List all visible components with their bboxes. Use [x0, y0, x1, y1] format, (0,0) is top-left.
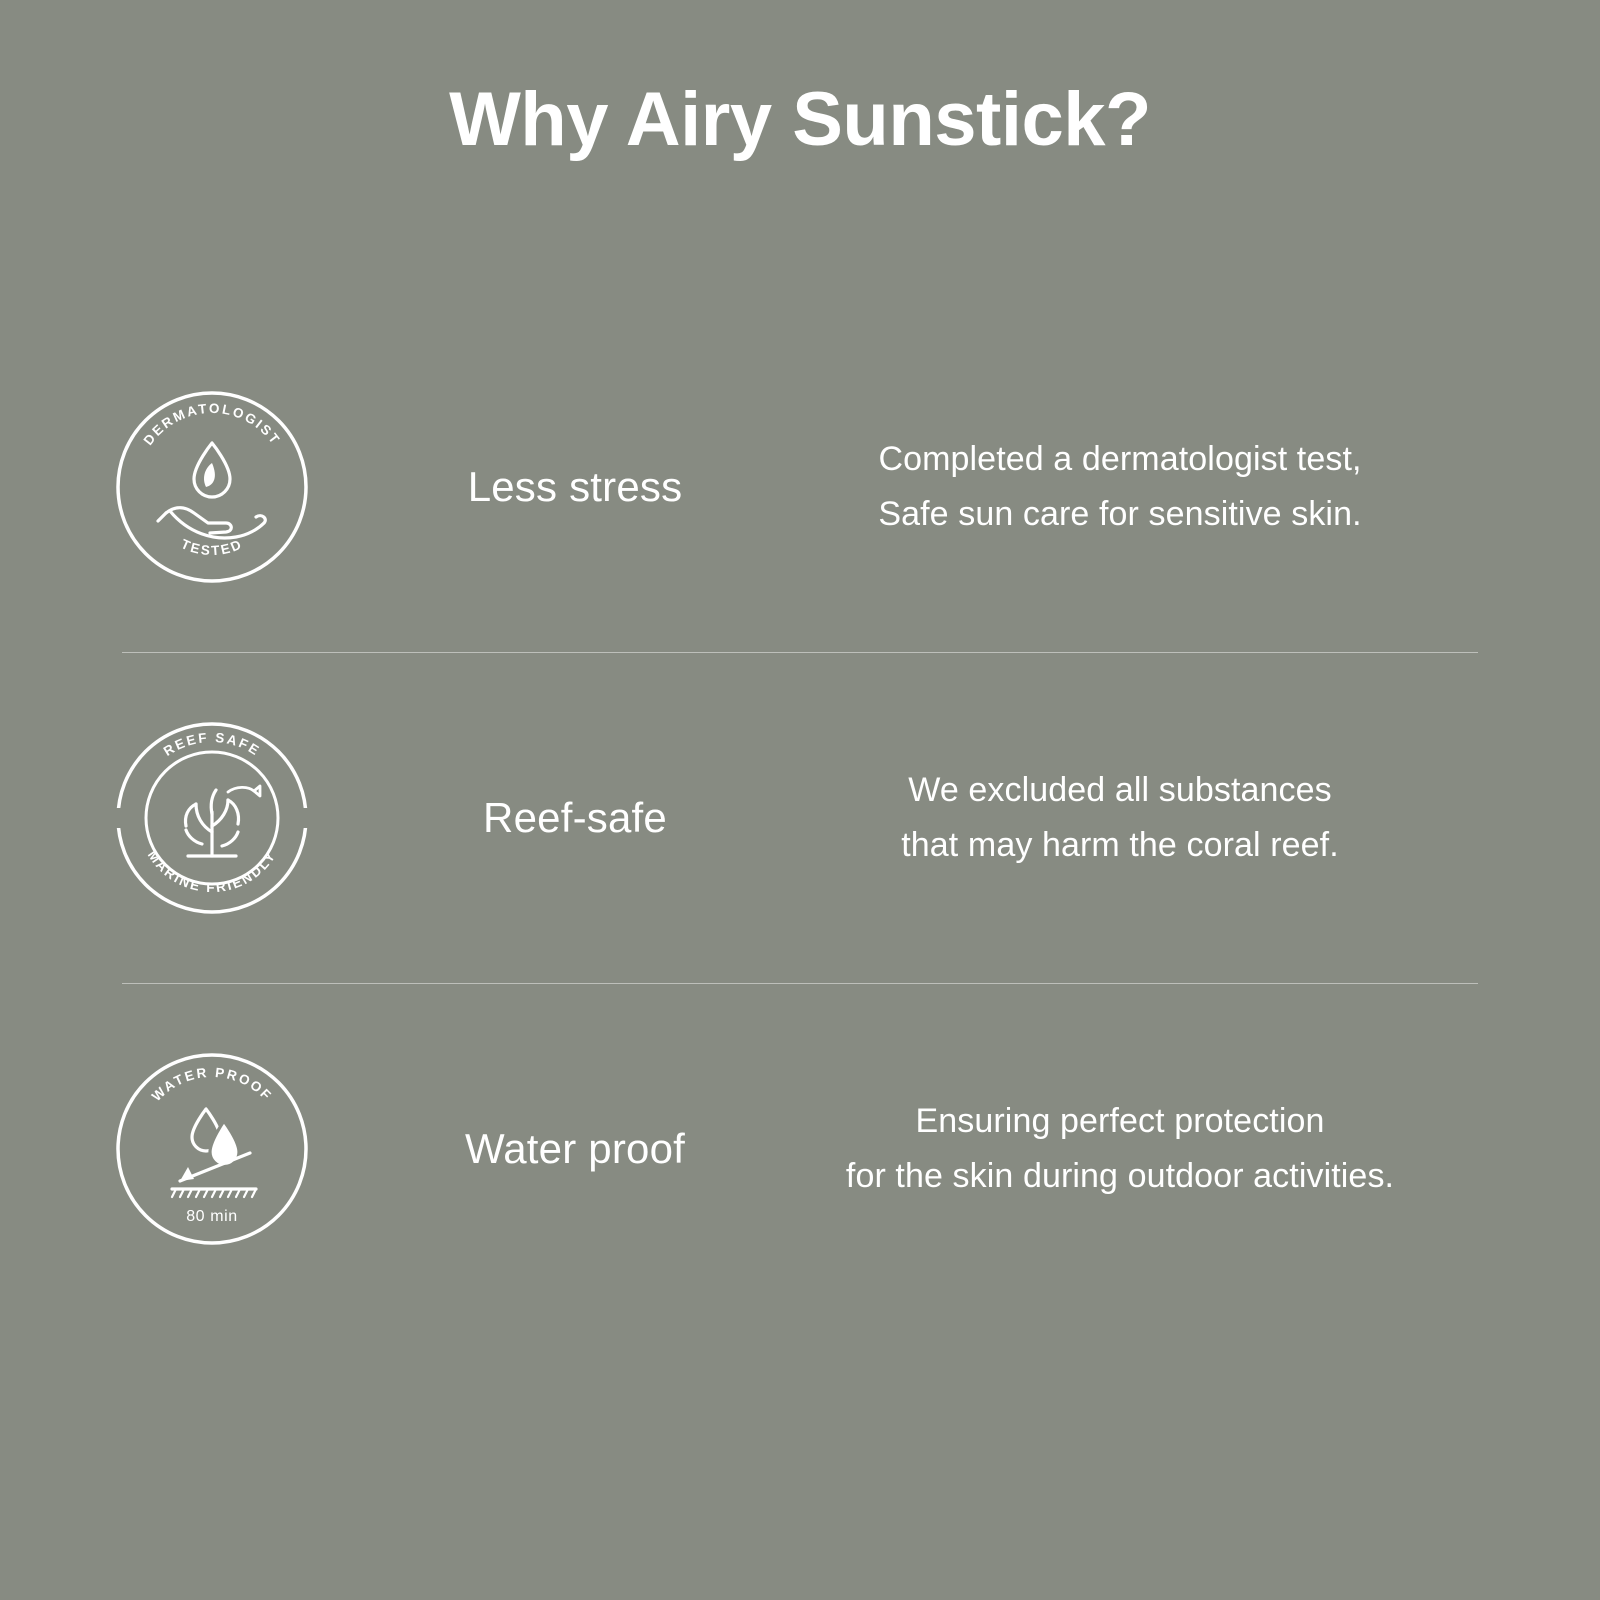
feature-description-line: that may harm the coral reef. [901, 825, 1339, 864]
feature-description-line: Safe sun care for sensitive skin. [878, 494, 1362, 533]
water-proof-badge [110, 1047, 314, 1251]
feature-list [0, 322, 1600, 1314]
badge-arc-bottom-text: 80 min [186, 1207, 238, 1225]
feature-row [0, 984, 1600, 1314]
svg-text:WATER PROOF [149, 1065, 275, 1104]
feature-description [878, 432, 1361, 542]
feature-label: Less stress [467, 462, 683, 510]
badge-arc-bottom-text: MARINE FRIENDLY [144, 847, 280, 895]
svg-text:TESTED [179, 536, 245, 558]
feature-row [0, 653, 1600, 983]
badge-cell [110, 1047, 410, 1251]
badge-cell [110, 385, 410, 589]
feature-label: Water proof [464, 1124, 686, 1172]
label-cell [410, 463, 740, 511]
description-cell [740, 763, 1490, 873]
dermatologist-tested-badge [110, 385, 314, 589]
description-cell [740, 432, 1490, 542]
badge-arc-top-text: DERMATOLOGIST [140, 400, 284, 448]
badge-arc-top-text: WATER PROOF [148, 1064, 276, 1104]
label-cell [410, 794, 740, 842]
label-cell [410, 1125, 740, 1173]
svg-text:REEF SAFE [161, 730, 263, 759]
feature-description-line: for the skin during outdoor activities. [845, 1156, 1395, 1195]
feature-row [0, 322, 1600, 652]
feature-description-line: Ensuring perfect protection [915, 1101, 1325, 1140]
page-title: Why Airy Sunstick? [449, 77, 1151, 162]
reef-safe-badge [110, 716, 314, 920]
badge-arc-bottom-text: TESTED [178, 535, 246, 558]
description-cell [740, 1094, 1490, 1204]
badge-cell [110, 716, 410, 920]
feature-description [901, 763, 1339, 873]
badge-arc-top-text: REEF SAFE [160, 729, 264, 759]
feature-description-line: Completed a dermatologist test, [878, 439, 1362, 478]
feature-description [846, 1094, 1394, 1204]
feature-label: Reef-safe [483, 793, 667, 841]
feature-description-line: We excluded all substances [908, 770, 1332, 809]
